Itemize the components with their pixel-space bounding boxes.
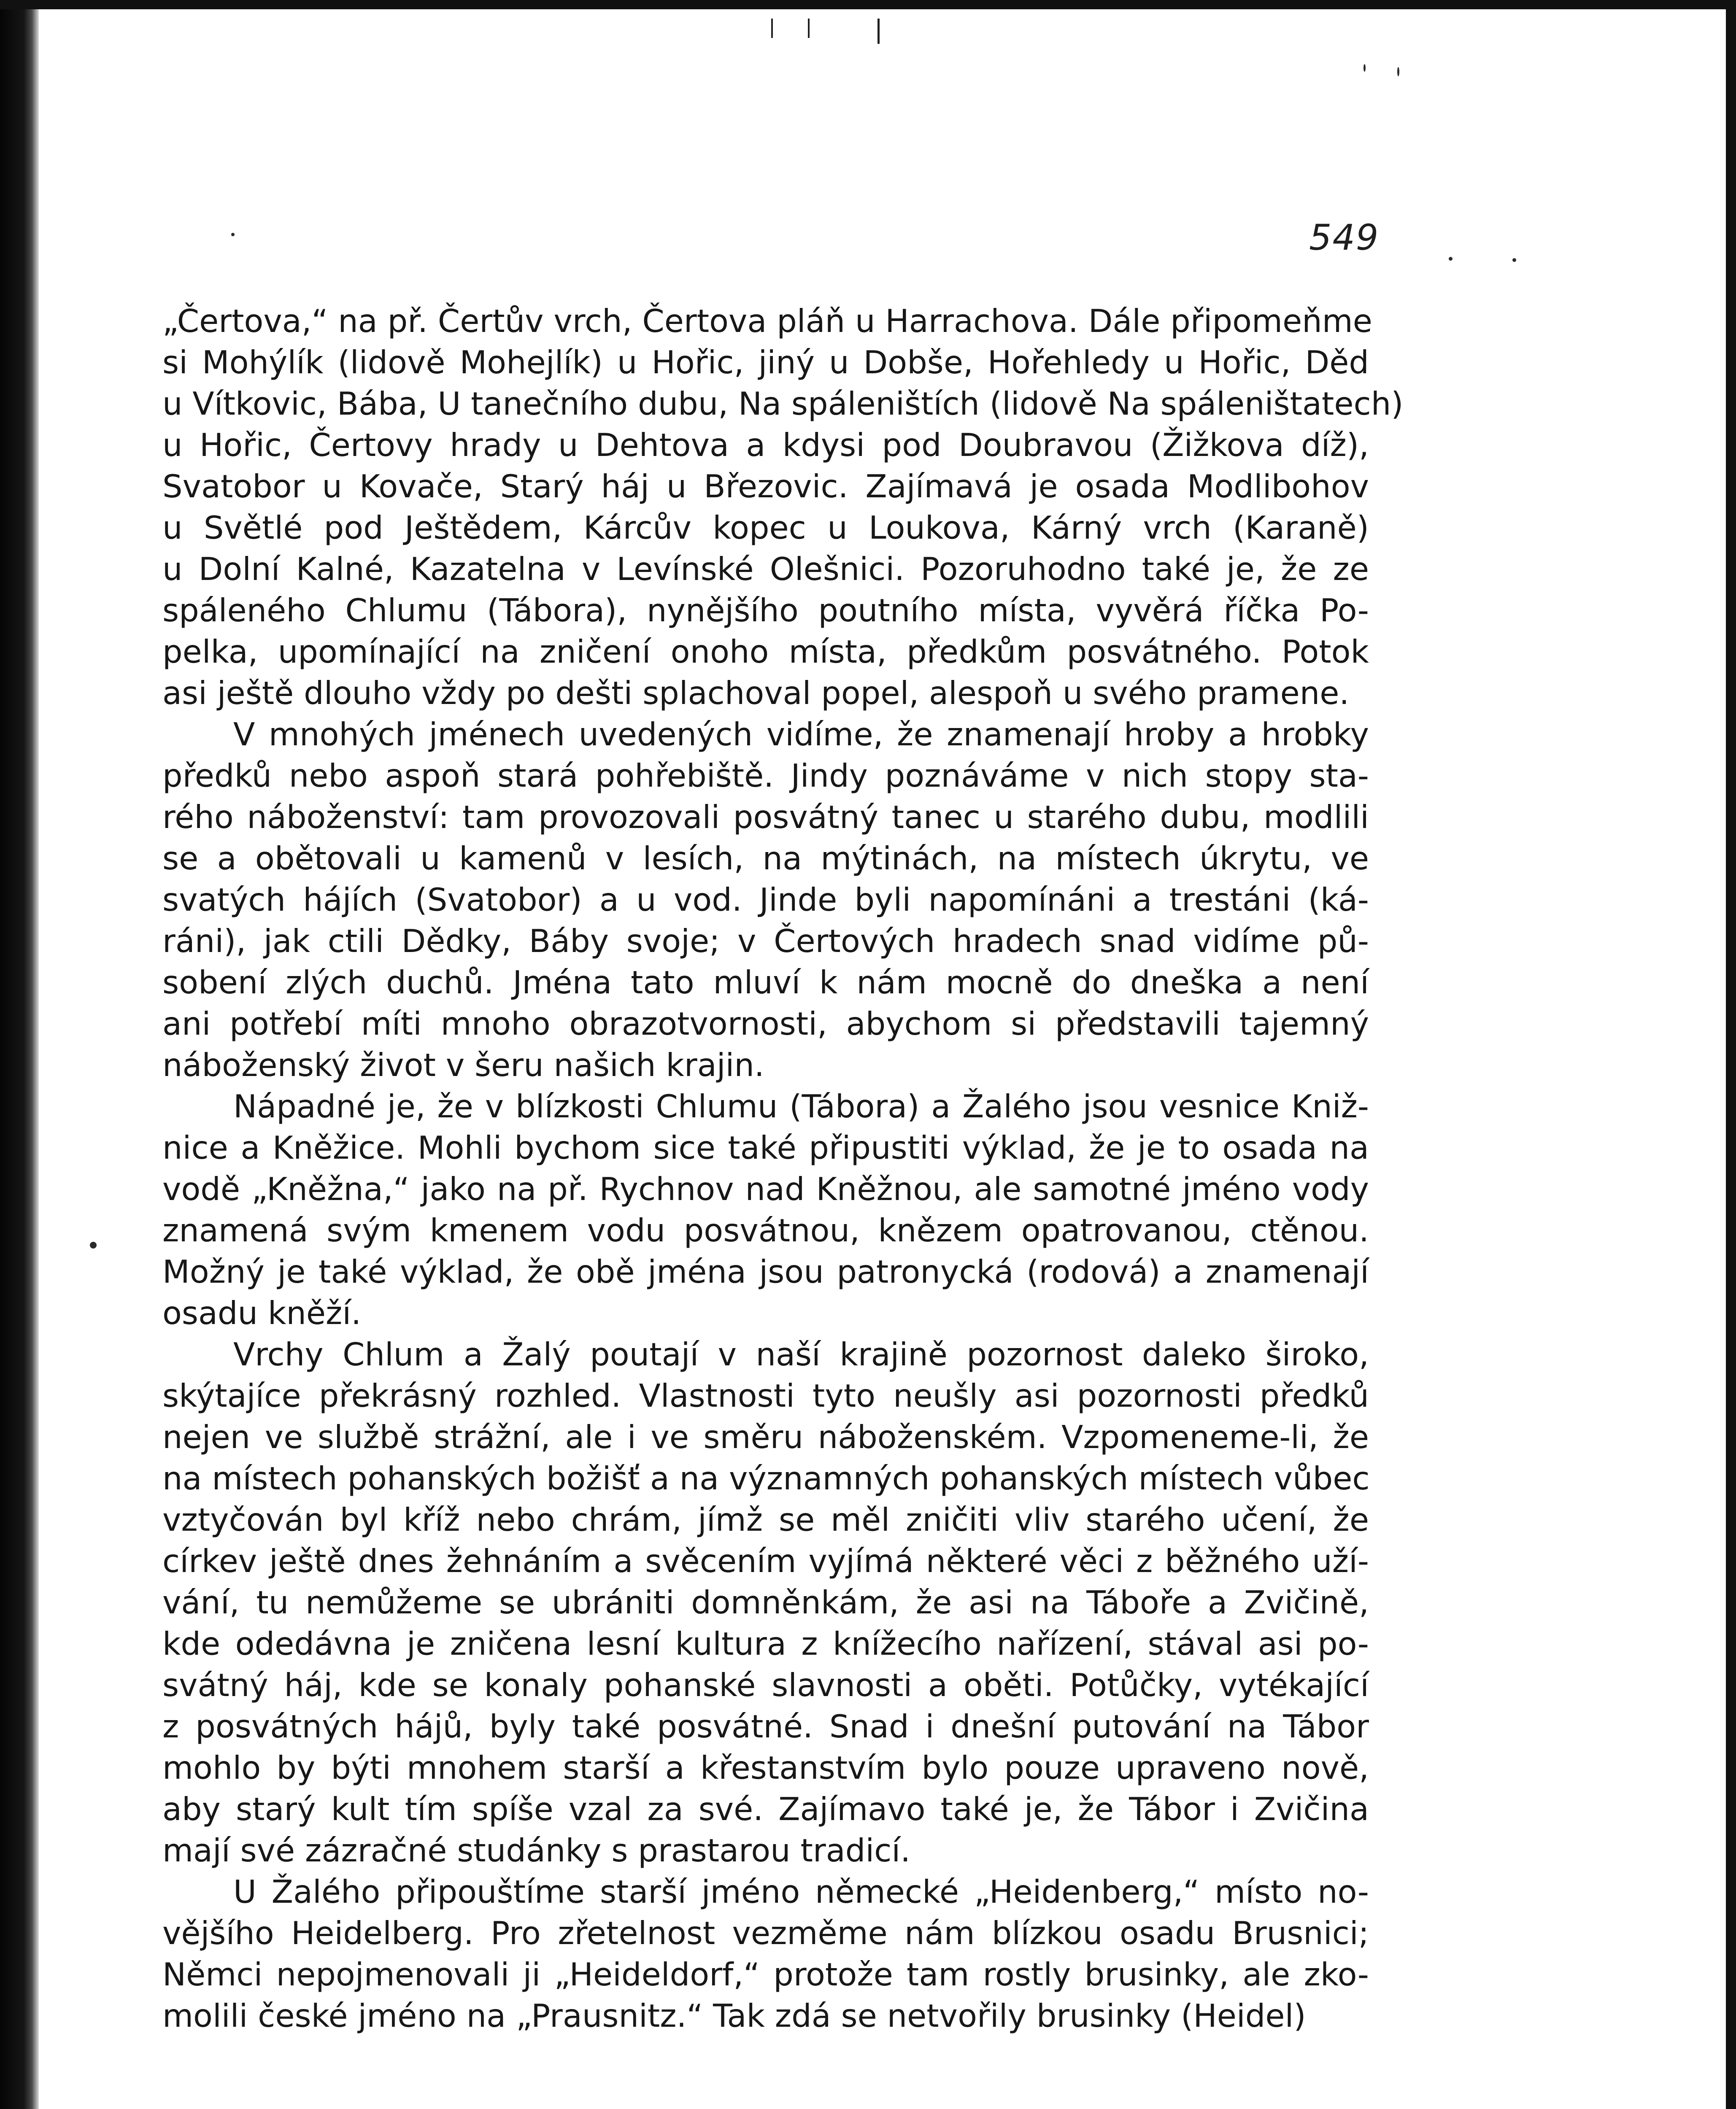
- text-line: na místech pohanských božišť a na významných pohanských místech vůbec: [162, 1460, 1370, 1497]
- text-line: ani potřebí míti mnoho obrazotvornosti, abychom si představili tajemný: [162, 1005, 1369, 1042]
- text-line: Němci nepojmenovali ji „Heideldorf,“ protože tam rostly brusinky, ale zko-: [162, 1956, 1369, 1993]
- text-line: z posvátných hájů, byly také posvátné. Snad i dnešní putování na Tábor: [162, 1708, 1369, 1745]
- text-line: znamená svým kmenem vodu posvátnou, knězem opatrovanou, ctěnou.: [162, 1212, 1369, 1249]
- scan-speck: [231, 233, 235, 236]
- text-line: předků nebo aspoň stará pohřebiště. Jindy poznáváme v nich stopy sta-: [162, 757, 1369, 794]
- text-line: náboženský život v šeru našich krajin.: [162, 1046, 764, 1084]
- text-line: mohlo by býti mnohem starší a křestanstvím bylo pouze upraveno nově,: [162, 1749, 1369, 1786]
- scan-left-edge-shadow: [0, 9, 39, 2109]
- scan-speck: [1512, 258, 1516, 262]
- text-line: U Žalého připouštíme starší jméno německé „Heidenberg,“ místo no-: [233, 1873, 1369, 1910]
- scan-speck: [90, 1242, 97, 1249]
- text-line: se a obětovali u kamenů v lesích, na mýtinách, na místech úkrytu, ve: [162, 840, 1369, 877]
- text-line: mají své zázračné studánky s prastarou tradicí.: [162, 1832, 911, 1869]
- text-line: „Čertova,“ na př. Čertův vrch, Čertova pláň u Harrachova. Dále připomeňme: [162, 302, 1372, 340]
- text-line: Svatobor u Kovače, Starý háj u Březovic. Zajímavá je osada Modlibohov: [162, 468, 1369, 505]
- text-line: Vrchy Chlum a Žalý poutají v naší krajině pozornost daleko široko,: [233, 1336, 1369, 1373]
- text-line: církev ještě dnes žehnáním a svěcením vyjímá některé věci z běžného uží-: [162, 1543, 1369, 1580]
- scan-tick-mark: [877, 19, 880, 44]
- text-line: V mnohých jménech uvedených vidíme, že znamenají hroby a hrobky: [233, 716, 1369, 753]
- main-text-body: [162, 300, 1404, 2036]
- text-line: si Mohýlík (lidově Mohejlík) u Hořic, jiný u Dobše, Hořehledy u Hořic, Děd: [162, 344, 1369, 381]
- text-line: u Dolní Kalné, Kazatelna v Levínské Olešnici. Pozoruhodno také je, že ze: [162, 550, 1369, 588]
- text-line: vodě „Kněžna,“ jako na př. Rychnov nad Kněžnou, ale samotné jméno vody: [162, 1170, 1369, 1208]
- scan-speck: [1397, 67, 1399, 76]
- text-line: nejen ve službě strážní, ale i ve směru náboženském. Vzpomeneme-li, že: [162, 1419, 1369, 1456]
- text-line: u Vítkovic, Bába, U tanečního dubu, Na spáleništích (lidově Na spáleništatech): [162, 385, 1404, 422]
- text-line: sobení zlých duchů. Jména tato mluví k nám mocně do dneška a není: [162, 964, 1369, 1001]
- text-line: kde odedávna je zničena lesní kultura z knížecího nařízení, stával asi po-: [162, 1625, 1369, 1662]
- text-line: u Světlé pod Ještědem, Kárcův kopec u Loukova, Kárný vrch (Karaně): [162, 509, 1369, 546]
- text-line: molili české jméno na „Prausnitz.“ Tak zdá se netvořily brusinky (Heidel): [162, 1997, 1306, 2034]
- text-line: nice a Kněžice. Mohli bychom sice také připustiti výklad, že je to osada na: [162, 1129, 1369, 1166]
- text-line: vějšího Heidelberg. Pro zřetelnost vezměme nám blízkou osadu Brusnici;: [162, 1915, 1369, 1952]
- text-line: osadu kněží.: [162, 1295, 362, 1332]
- text-line: Nápadné je, že v blízkosti Chlumu (Tábora) a Žalého jsou vesnice Kniž-: [233, 1088, 1369, 1125]
- text-line: svátný háj, kde se konaly pohanské slavnosti a oběti. Potůčky, vytékající: [162, 1667, 1369, 1704]
- page-number: 549: [1309, 217, 1380, 258]
- text-line: ráni), jak ctili Dědky, Báby svoje; v Čertových hradech snad vidíme pů-: [162, 922, 1369, 960]
- text-line: spáleného Chlumu (Tábora), nynějšího poutního místa, vyvěrá říčka Po-: [162, 592, 1369, 629]
- text-line: u Hořic, Čertovy hrady u Dehtova a kdysi pod Doubravou (Žižkova díž),: [162, 426, 1369, 464]
- text-line: rého náboženství: tam provozovali posvátný tanec u starého dubu, modlili: [162, 798, 1369, 836]
- text-line: vztyčován byl kříž nebo chrám, jímž se měl zničiti vliv starého učení, že: [162, 1501, 1369, 1538]
- scan-speck: [1363, 64, 1366, 72]
- scan-tick-mark: [808, 19, 810, 38]
- text-line: aby starý kult tím spíše vzal za své. Zajímavo také je, že Tábor i Zvičina: [162, 1791, 1369, 1828]
- text-line: skýtajíce překrásný rozhled. Vlastnosti tyto neušly asi pozornosti předků: [162, 1377, 1369, 1414]
- text-line: vání, tu nemůžeme se ubrániti domněnkám, že asi na Táboře a Zvičině,: [162, 1584, 1369, 1621]
- text-line: asi ještě dlouho vždy po dešti splachoval popel, alespoň u svého pramene.: [162, 674, 1350, 712]
- text-line: svatých hájích (Svatobor) a u vod. Jinde byli napomínáni a trestáni (ká-: [162, 881, 1369, 918]
- text-line: Možný je také výklad, že obě jména jsou patronycká (rodová) a znamenají: [162, 1253, 1369, 1290]
- scan-speck: [1449, 257, 1453, 261]
- text-line: pelka, upomínající na zničení onoho místa, předkům posvátného. Potok: [162, 633, 1369, 670]
- scan-tick-mark: [771, 19, 773, 38]
